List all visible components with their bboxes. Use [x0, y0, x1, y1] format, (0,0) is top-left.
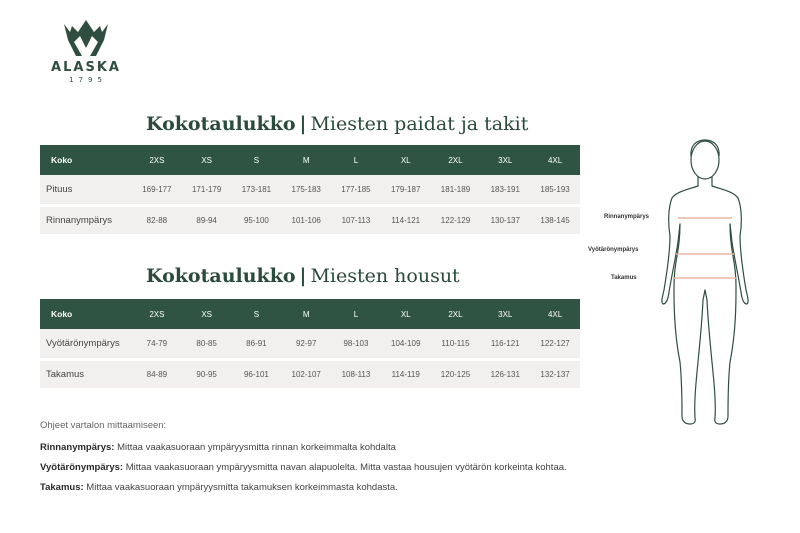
table-cell: 171-179: [182, 175, 232, 205]
table-cell: 90-95: [182, 359, 232, 389]
table-cell: 110-115: [431, 329, 481, 359]
table-cell: 92-97: [281, 329, 331, 359]
shirts-title-separator: |: [299, 113, 307, 135]
instruction-text: Mittaa vaakasuoraan ympäryysmitta takamuksen korkeimmasta kohdasta.: [83, 482, 398, 493]
header-cell: L: [331, 299, 381, 329]
table-cell: 96-101: [232, 359, 282, 389]
antler-logo-icon: [60, 18, 112, 58]
table-header-row: [40, 145, 580, 175]
table-cell: 122-127: [530, 329, 580, 359]
header-cell: 2XS: [132, 145, 182, 175]
header-cell: 3XL: [480, 145, 530, 175]
shirts-title: [146, 113, 528, 135]
instruction-term: Takamus:: [40, 482, 84, 493]
table-cell: 86-91: [232, 329, 282, 359]
measuring-instructions: [40, 420, 640, 502]
table-row: [40, 175, 580, 205]
row-label: Rinnanympärys: [40, 205, 132, 235]
table-cell: 169-177: [132, 175, 182, 205]
header-cell: 3XL: [480, 299, 530, 329]
chest-label: Rinnanympärys: [604, 214, 650, 220]
table-cell: 181-189: [431, 175, 481, 205]
header-cell: Koko: [40, 145, 132, 175]
instruction-chest: [40, 442, 640, 453]
pants-title: [146, 265, 460, 287]
instruction-waist: [40, 462, 640, 473]
table-header-row: [40, 299, 580, 329]
table-row: [40, 359, 580, 389]
table-cell: 108-113: [331, 359, 381, 389]
instruction-term: Rinnanympärys:: [40, 442, 115, 453]
header-cell: 2XL: [431, 299, 481, 329]
table-cell: 101-106: [281, 205, 331, 235]
table-cell: 74-79: [132, 329, 182, 359]
instruction-term: Vyötärönympärys:: [40, 462, 124, 473]
pants-title-rest: Miesten housut: [310, 265, 460, 287]
instructions-intro: Ohjeet vartalon mittaamiseen:: [40, 420, 167, 431]
table-cell: 183-191: [480, 175, 530, 205]
table-cell: 114-121: [381, 205, 431, 235]
shirts-title-rest: Miesten paidat ja takit: [310, 113, 529, 135]
shirts-title-bold: Kokotaulukko: [146, 113, 296, 135]
pants-size-table: [40, 299, 580, 391]
header-cell: 4XL: [530, 299, 580, 329]
table-cell: 122-129: [431, 205, 481, 235]
header-cell: M: [281, 299, 331, 329]
table-cell: 80-85: [182, 329, 232, 359]
table-cell: 114-119: [381, 359, 431, 389]
waist-label: Vyötärönympärys: [588, 247, 639, 253]
table-cell: 126-131: [480, 359, 530, 389]
header-cell: L: [331, 145, 381, 175]
table-cell: 98-103: [331, 329, 381, 359]
header-cell: Koko: [40, 299, 132, 329]
table-cell: 82-88: [132, 205, 182, 235]
table-cell: 132-137: [530, 359, 580, 389]
header-cell: S: [232, 145, 282, 175]
table-cell: 95-100: [232, 205, 282, 235]
alaska-logo: [48, 18, 124, 84]
header-cell: XS: [182, 145, 232, 175]
table-cell: 89-94: [182, 205, 232, 235]
table-cell: 116-121: [480, 329, 530, 359]
table-cell: 177-185: [331, 175, 381, 205]
table-cell: 173-181: [232, 175, 282, 205]
header-cell: XS: [182, 299, 232, 329]
seat-label: Takamus: [611, 275, 637, 281]
header-cell: 2XS: [132, 299, 182, 329]
body-figure: [640, 132, 770, 432]
table-cell: 138-145: [530, 205, 580, 235]
table-cell: 84-89: [132, 359, 182, 389]
table-cell: 175-183: [281, 175, 331, 205]
header-cell: 2XL: [431, 145, 481, 175]
brand-year: 1795: [69, 76, 107, 84]
brand-name: ALASKA: [51, 60, 121, 75]
shirts-size-table: [40, 145, 580, 237]
table-cell: 179-187: [381, 175, 431, 205]
table-row: [40, 205, 580, 235]
table-row: [40, 329, 580, 359]
row-label: Pituus: [40, 175, 132, 205]
instruction-text: Mittaa vaakasuoraan ympäryysmitta rinnan korkeimmalta kohdalta: [114, 442, 396, 453]
row-label: Takamus: [40, 359, 132, 389]
table-cell: 102-107: [281, 359, 331, 389]
table-cell: 120-125: [431, 359, 481, 389]
table-cell: 104-109: [381, 329, 431, 359]
instruction-text: Mittaa vaakasuoraan ympäryysmitta navan alapuolelta. Mitta vastaa housujen vyötärön korkeinta kohtaa.: [123, 462, 567, 473]
header-cell: S: [232, 299, 282, 329]
header-cell: XL: [381, 145, 431, 175]
pants-title-bold: Kokotaulukko: [146, 265, 296, 287]
header-cell: 4XL: [530, 145, 580, 175]
header-cell: XL: [381, 299, 431, 329]
header-cell: M: [281, 145, 331, 175]
table-cell: 107-113: [331, 205, 381, 235]
table-cell: 185-193: [530, 175, 580, 205]
row-label: Vyötärönympärys: [40, 329, 132, 359]
instruction-seat: [40, 482, 640, 493]
pants-title-separator: |: [299, 265, 307, 287]
table-cell: 130-137: [480, 205, 530, 235]
